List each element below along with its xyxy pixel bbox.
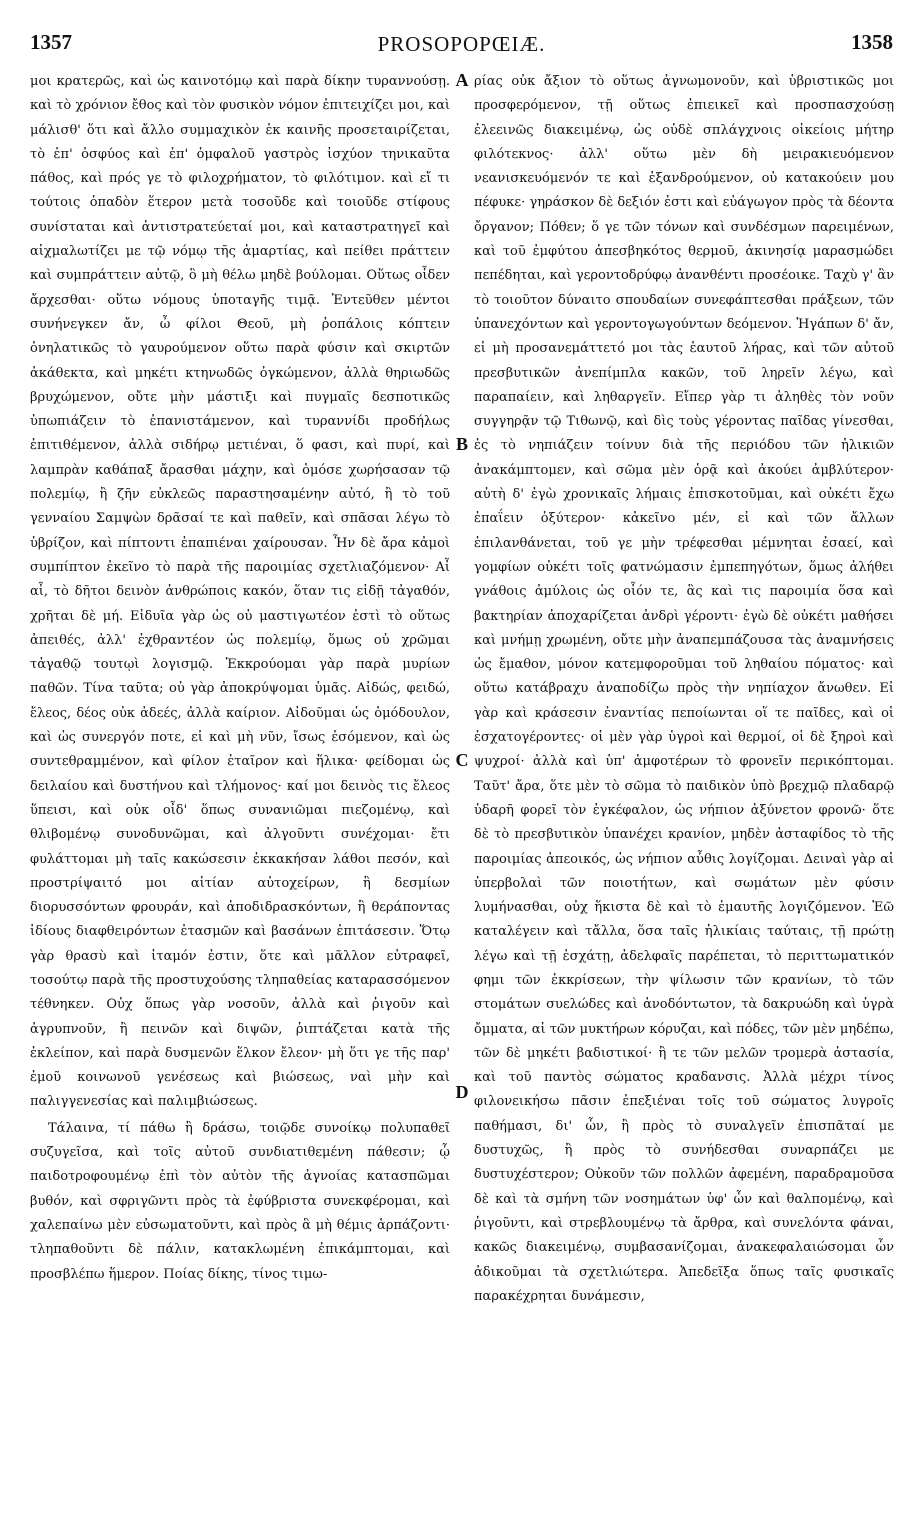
page-header xyxy=(30,30,893,70)
running-title: PROSOPOPŒIÆ. xyxy=(377,32,546,56)
margin-letter-c: C xyxy=(455,750,469,770)
page-number-left: 1357 xyxy=(30,30,72,54)
margin-letter-d: D xyxy=(455,1082,469,1102)
margin-letter-a: A xyxy=(455,70,469,90)
left-paragraph-1: μοι κρατερῶς, καὶ ὡς καινοτόμῳ καὶ παρὰ δίκην τυραννούσῃ. καὶ τὸ χρόνιον ἔθος καὶ τὸν φυσικὸν νόμον ἐπιτειχίζει μοι, καὶ μάλισθ' ὅτι καὶ ἄλλο συμμαχικὸν ἐκ καινῆς προσεταιρίζεται, τὸ ἐπ' ὀσφύος καὶ ἐπ' ὀμφαλοῦ γαστρὸς ἰσχύον τηνικαῦτα πάθος, καὶ πρός γε τὸ φιλοχρήματον, τὸ φιλότιμον. καὶ εἴ τι τούτοις ὁπαδὸν ἕτερον μετὰ τοσοῦδε καὶ τοιοῦδε στίφους συνίσταται καὶ ἀντιστρατεύεταί μοι, καὶ καταστρατηγεῖ καὶ αἰχμαλωτίζει με τῷ νόμῳ τῆς ἁμαρτίας, καὶ πείθει πράττειν καὶ συμπράττειν αὐτῷ, ὃ μὴ θέλω μηδὲ βούλομαι. Οὕτως οἶδεν ἄρχεσθαι· οὕτω νόμους ὑποταγῆς τιμᾷ. Ἐντεῦθεν μέντοι συνήνεγκεν ἄν, ὦ φίλοι Θεοῦ, μὴ ῥοπάλοις κόπτειν ὀνηλατικῶς τὸ γαυρούμενον οὕτω παρὰ φύσιν καὶ σκιρτῶν ἀκάθεκτα, καὶ μηκέτι κτηνωδῶς ὀγκώμενον, ἀλλὰ θηριωδῶς βρυχώμενον, οὔτε μὴν μάστιξι καὶ πυγμαῖς δεσποτικῶς ὑπωπιάζειν τὸ ἐπανιστάμενον, καὶ τυραννίδι προδήλως ἐπιτιθέμενον, ἀλλὰ σιδήρῳ μετιέναι, ὅ φασι, καὶ πυρί, καὶ λαμπρὰν καθάπαξ ἄρασθαι μάχην, καὶ ὁμόσε χωρήσασαν τῷ πολεμίῳ, ἢ ζῆν εὐκλεῶς παραστησαμένην αὐτό, ἢ τὸ τοῦ γενναίου Σαμψὼν δρᾶσαί τε καὶ παθεῖν, καὶ σπᾶσαι λέγω τὸ ὑβρίζον, καὶ πίπτοντι ἐπαπιέναι χαίρουσαν. Ἦν δὲ ἄρα κἀμοὶ συμπίπτον ἐκεῖνο τὸ παρὰ τῆς παροιμίας σχετλιαζόμενον· Αἶ αἶ, τὸ δῆτοι δεινὸν ἀνθρώποις κακόν, ὅταν τις εἰδῇ τἀγαθόν, χρῆται δὲ μή. Εἰδυῖα γὰρ ὡς οὐ μαστιγωτέον ἐστὶ τὸ οὕτως ἀπειθές, ἀλλ' ἐχθραντέον ὡς πολεμίῳ, ὅμως οὐ χρῶμαι τἀγαθῷ τουτῳὶ λογισμῷ. Ἐκκρούομαι γὰρ παρὰ μυρίων παθῶν. Τίνα ταῦτα; οὐ γὰρ ἀποκρύψομαι ὑμᾶς. Αἰδώς, φειδώ, ἔλεος, δέος οὐκ ἀδεές, ἀλλὰ καίριον. Αἰδοῦμαι ὡς ὁμόδουλον, καὶ ὡς συνεργόν ποτε, εἰ καὶ μὴ νῦν, ἴσως ἐσόμενον, καὶ ὡς συντεθραμμένον, καὶ φίλον ἑταῖρον καὶ ἥλικα· φείδομαι ὡς δειλαίου καὶ δυστήνου καὶ τλήμονος· καί μοι δεινὸς τις ἔλεος ὕπεισι, καὶ οὐκ οἶδ' ὅπως συνανιῶμαι πιεζομένῳ, καὶ θλιβομένῳ συνοδυνῶμαι, καὶ ἀλγοῦντι συνέχομαι· ἔτι φυλάττομαι μὴ ταῖς κακώσεσιν ἐκκακήσαν λάθοι πεσόν, καὶ προστρίψαιτό μοι αἰτίαν αὐτοχείρων, ἢ δεσμίων διορυσσόντων φρουράν, καὶ ἀποδιδρασκόντων, ἢ θεράποντας ἰδίους διαφθειρόντων ἐτασμῶν καὶ βασάνων ἐπιτάσεσιν. Ὅτῳ γὰρ θρασὺ καὶ ἰταμόν ἐστιν, ὅτε καὶ μᾶλλον εὐτραφεῖ, τοσούτῳ παρὰ τῆς προστυχούσης τληπαθείας καταρασσόμενον τέθνηκεν. Οὐχ ὅπως γὰρ νοσοῦν, ἀλλὰ καὶ ῥιγοῦν καὶ ἀγρυπνοῦν, ἢ πεινῶν καὶ διψῶν, ῥιπτάζεται κατὰ τῆς ἐκλείπον, καὶ παρὰ δυσμενῶν ἕλκον ἔλεον· μὴ ὅτι γε τῆς παρ' ἐμοῦ κοινωνοῦ γενέσεως καὶ βιώσεως, ναὶ μὴν καὶ παλιγγενεσίας καὶ παλιμβιώσεως. xyxy=(30,74,450,1110)
right-column xyxy=(474,70,894,1520)
left-column xyxy=(30,70,450,1520)
page-number-right: 1358 xyxy=(851,30,893,54)
right-paragraph-1: ρίας οὐκ ἄξιον τὸ οὕτως ἀγνωμονοῦν, καὶ ὑβριστικῶς μοι προσφερόμενον, τῇ οὕτως ἐπιεικεῖ καὶ προσπασχούσῃ ἐλεεινῶς διακειμένῳ, ὡς οὐδὲ σπλάγχνοις οἰκείοις μήτηρ φιλότεκνος· ἀλλ' οὕτω μὲν δὴ μειρακιευόμενον νεανισκευόμενόν τε καὶ ἐξανδρούμενον, οὐ κατακούειν μου πέφυκε· γηράσκον δὲ δεξιόν ἐστι καὶ εὐάγωγον πρὸς τὰ δέοντα ὄργανον; Πόθεν; ὅ γε τῶν τόνων καὶ συνδέσμων παρειμένων, καὶ τοῦ ἐμφύτου ἀπεσβηκότος θερμοῦ, ἀκινησίᾳ μαρασμώδει πεπέδηται, καὶ γεροντοδρύφῳ ἀνανθέντι προσέοικε. Ταχὺ γ' ἂν τὸ τοιοῦτον δύναιτο σπουδαίων συνεφάπτεσθαι πράξεων, τῶν ὑπανεχόντων καὶ γεροντογωγούντων δεόμενον. Ἠγάπων δ' ἄν, εἰ μὴ προσανεμάττετό μοι τὰς ἑαυτοῦ λήρας, καὶ τῶν αὐτοῦ πρεσβυτικῶν ἀνεπίμπλα κακῶν, τοῦ ληρεῖν λέγω, καὶ παραπαίειν, καὶ ληθαργεῖν. Εἴπερ γὰρ τι ἀληθὲς τὸν νοῦν συγγηρᾷν τῷ Τιθωνῷ, καὶ δὶς τοὺς γέροντας παῖδας γίνεσθαι, ἐς τὸ νηπιάζειν τοίνυν διὰ τῆς περιόδου τῶν ἡλικιῶν ἀνακάμπτομεν, καὶ σῶμα μὲν ὁρᾷ καὶ ἀκούει ἀμβλύτερον· αὐτὴ δ' ἐγὼ χρονικαῖς λήμαις ἐπισκοτοῦμαι, καὶ οὐκέτι ἔχω ἐπαΐειν ὀξύτερον· κἀκεῖνο μέν, εἰ καὶ τῶν ἄλλων ἐπιλανθάνεται, τοῦ γε μὴν τρέφεσθαι μέμνηται ἐσαεί, καὶ γομφίων οὐκέτι τοῖς φατνώμασιν ἐμπεπηγότων, ὅμως ἀλήθει γνάθοις ἀμύλοις ὡς οἷόν τε, ἃς καὶ τις παροιμία ὅσα καὶ βακτηρίαν ἀποχαρίζεται ἀνδρὶ γέροντι· ἐγὼ δὲ οὐκέτι μαθήσει καὶ μνήμῃ χρωμένη, οὔτε μὴν ἀναπεμπάζουσα τὰς ἀναμνήσεις ὡς ἔμαθον, μόνον κατεμφοροῦμαι τοῦ ληθαίου πόματος· καὶ οὕτω κατάβραχυ ἀναποδίζω πρὸς τὴν νηπίαχον ἄνωθεν. Εἰ γὰρ καὶ κράσεσιν ἐναντίας πεποίωνται οἵ τε παῖδες, καὶ οἱ ἐσχατογέροντες· οἱ μὲν γὰρ ὑγροὶ καὶ θερμοί, οἱ δὲ ξηροὶ καὶ ψυχροί· ἀλλὰ καὶ ὑπ' ἀμφοτέρων τὸ φρονεῖν περικόπτομαι. Ταῦτ' ἄρα, ὅτε μὲν τὸ σῶμα τὸ παιδικὸν ὑπὸ βρεχμῷ πλαδαρῷ ὑδαρῆ φορεῖ τὸν ἐγκέφαλον, ὡς νήπιον ἀξύνετον φρονῶ· ὅτε δὲ τὸ πρεσβυτικὸν ὑπανέχει κρανίον, μηδὲν ἀσταφίδος τὸ τῆς παροιμίας ἀπεοικός, ὡς νήπιον αὖθις λογίζομαι. Δειναὶ γὰρ αἱ ὑπερβολαὶ τῶν ποιοτήτων, καὶ σωμάτων μὲν φύσιν λυμήνασθαι, οὐχ ἥκιστα δὲ καὶ τὸ ἐμαυτῆς λογιζόμενον. Ἐῶ καταλέγειν καὶ τἄλλα, ὅσα ταῖς ἡλικίαις ταύταις, τῇ πρώτῃ λέγω καὶ τῇ ἐσχάτῃ, ἀδελφαῖς παρέπεται, τὸ περιττωματικόν φημι τῶν ἐκκρίσεων, τὴν ψίλωσιν τῶν κρανίων, τὸ τῶν στομάτων συελώδες καὶ ἀνοδόντωτον, τὰ δακρυώδη καὶ ὑγρὰ ὄμματα, αἱ τῶν μυκτήρων κόρυζαι, καὶ πόδες, τῶν μὲν μηδέπω, τῶν δὲ μηκέτι βαδιστικοί· ἢ τε τῶν μελῶν τρομερὰ ἀστασία, καὶ τοῦ παντὸς σώματος κραδανσις. Ἀλλὰ μέχρι τίνος φιλονεικήσω πᾶσιν ἐπεξιέναι τοῖς τοῦ σώματος λυγροῖς παθήμασι, δι' ὧν, ἢ πρὸς τὸ συναλγεῖν ἐπισπᾶταί με δυστυχῶς, ἢ πρὸς τὸ συνήδεσθαι συναρπάζει με δυστυχέστερον; Οὐκοῦν τῶν πολλῶν ἀφεμένη, παραδραμοῦσα δὲ καὶ τὰ σμήνη τῶν νοσημάτων ὑφ' ὧν καὶ θαλπομένῳ, καὶ ῥιγοῦντι, καὶ στρεβλουμένῳ τὰ ἄρθρα, καὶ συνελόντα φάναι, κακῶς διακειμένῳ, συμβασανίζομαι, ἀνακεφαλαιώσομαι ὧν ἀδικοῦμαι τὰ σχετλιώτερα. Ἀπεδεῖξα ὅπως ταῖς φυσικαῖς παρακέχρηται δυνάμεσιν, xyxy=(474,74,894,1304)
margin-letter-b: B xyxy=(455,434,468,454)
left-paragraph-2: Τάλαινα, τί πάθω ἢ δράσω, τοιῷδε συνοίκῳ πολυπαθεῖ συζυγεῖσα, καὶ τοῖς αὐτοῦ συνδιατιθεμένη πάθεσιν; ᾧ παιδοτροφουμένῳ ἐπὶ τὸν αὐτὸν τῆς ἀγνοίας κατασπῶμαι βυθόν, καὶ σφριγῶντι πρὸς τὰ ἐφύβριστα συνεκφέρομαι, καὶ χαλεπαίνω μὲν εὐσωματοῦντι, καὶ πρὸς ἃ μὴ θέμις ἁρπάζοντι· τληπαθοῦντι δὲ πάλιν, κατακλωμένη ἐπικάμπτομαι, καὶ προσβλέπω ἥμερον. Ποίας δίκης, τίνος τιμω- xyxy=(30,1120,450,1282)
